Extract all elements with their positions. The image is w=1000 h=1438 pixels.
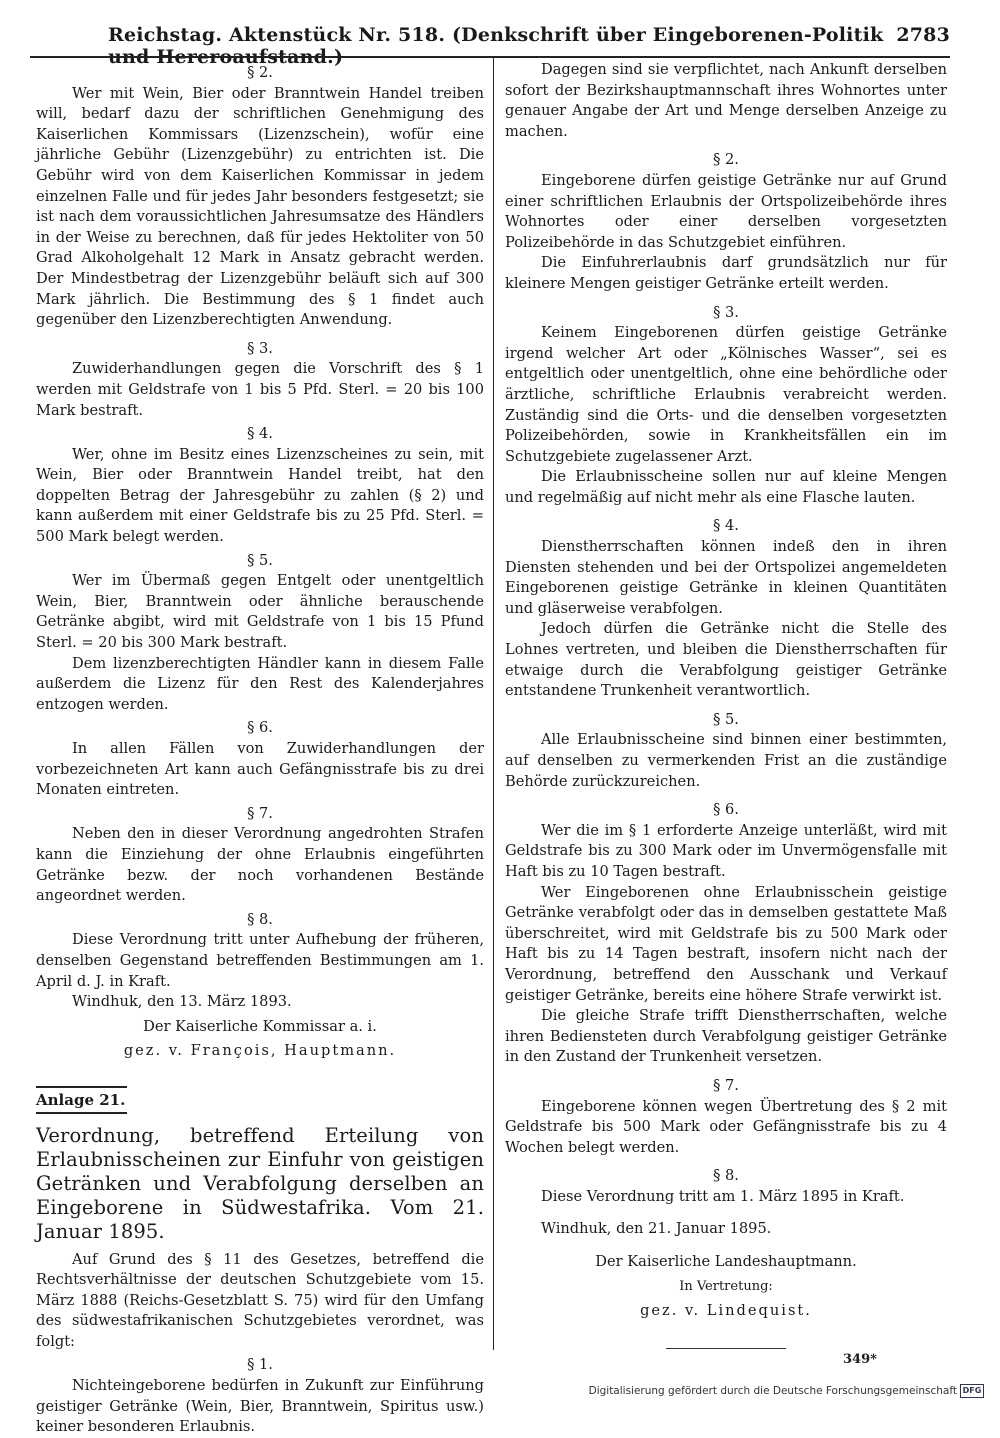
- preamble: Auf Grund des § 11 des Gesetzes, betreffend die Rechtsverhältnisse der deutschen Schutzgebiete vom 15. März 1888 (Reichs-Gesetzblatt S. 75) wird für den Umfang des südwestafrikanischen Schutzgebietes verordnet, was folgt:: [36, 1250, 484, 1350]
- sheet-mark: 349*: [843, 1352, 877, 1367]
- anlage-label: Anlage 21.: [36, 1086, 127, 1114]
- section-heading: § 5.: [713, 710, 739, 728]
- page-number: 2783: [896, 24, 950, 46]
- place-date: Windhuk, den 13. März 1893.: [72, 993, 292, 1011]
- paragraph: Wer Eingeborenen ohne Erlaubnisschein geistige Getränke verabfolgt oder das in demselben gestattete Maß überschreitet, wird mit Geldstrafe bis zu 500 Mark oder Haft bis zu 14 Tagen bestraft, insofern nicht nach der Verordnung, betreffend den Ausschank und Verkauf geistiger Getränke, bereits eine höhere Strafe verwirkt ist.: [505, 883, 947, 1004]
- paragraph: Zuwiderhandlungen gegen die Vorschrift des § 1 werden mit Geldstrafe von 1 bis 5 Pfd. Sterl. = 20 bis 100 Mark bestraft.: [36, 360, 484, 419]
- section-heading: § 3.: [713, 303, 739, 321]
- section-heading: § 2.: [247, 64, 273, 81]
- section-heading: § 1.: [247, 1356, 273, 1374]
- paragraph: Die Einfuhrerlaubnis darf grundsätzlich nur für kleinere Mengen geistiger Getränke erteilt werden.: [505, 254, 947, 292]
- closing-rule: [666, 1348, 786, 1349]
- paragraph: Wer die im § 1 erforderte Anzeige unterläßt, wird mit Geldstrafe bis zu 300 Mark oder im Unvermögensfalle mit Haft bis zu 10 Tagen bestraft.: [505, 821, 947, 880]
- section-heading: § 7.: [247, 804, 273, 822]
- paragraph: Dem lizenzberechtigten Händler kann in diesem Falle außerdem die Lizenz für den Rest des Kalenderjahres entzogen werden.: [36, 654, 484, 713]
- signature-name: gez. v. François, Hauptmann.: [123, 1042, 397, 1060]
- paragraph: Eingeborene dürfen geistige Getränke nur auf Grund einer schriftlichen Erlaubnis der Ortspolizeibehörde ihres Wohnortes oder einer derselben vorgesetzten Polizeibehörde in das Schutzgebiet einführen.: [505, 171, 947, 251]
- section-heading: § 4.: [247, 425, 273, 443]
- paragraph: Alle Erlaubnisscheine sind binnen einer bestimmten, auf denselben zu vermerkenden Frist an die zuständige Behörde zurückzureichen.: [505, 731, 947, 790]
- signature-name: gez. v. Lindequist.: [640, 1302, 812, 1320]
- digitization-credit: [589, 1384, 984, 1398]
- signature-sub: In Vertretung:: [679, 1278, 773, 1294]
- running-header: [108, 24, 950, 68]
- section-heading: § 8.: [247, 910, 273, 928]
- section-heading: § 3.: [247, 339, 273, 357]
- paragraph: Wer mit Wein, Bier oder Branntwein Handel treiben will, bedarf dazu der schriftlichen Genehmigung des Kaiserlichen Kommissars (Lizenzschein), wofür eine jährliche Gebühr (Lizenzgebühr) zu entrichten ist. Die Gebühr wird von dem Kaiserlichen Kommissar in jedem einzelnen Falle und für jedes Jahr besonders festgesetzt; sie ist nach dem voraussichtlichen Jahresumsatze des Händlers in der Weise zu berechnen, daß für jedes Hektoliter von 50 Grad Alkoholgehalt 12 Mark in Ansatz gebracht werden. Der Mindestbetrag der Lizenzgebühr beläuft sich auf 300 Mark jährlich. Die Bestimmung des § 1 findet auch gegenüber den Lizenzberechtigten Anwendung.: [36, 84, 484, 329]
- paragraph: Eingeborene können wegen Übertretung des § 2 mit Geldstrafe bis 500 Mark oder Gefängnisstrafe bis zu 4 Wochen belegt werden.: [505, 1097, 947, 1156]
- signature-role: Der Kaiserliche Landeshauptmann.: [595, 1253, 857, 1271]
- signature-role: Der Kaiserliche Kommissar a. i.: [143, 1017, 377, 1035]
- paragraph: Dagegen sind sie verpflichtet, nach Ankunft derselben sofort der Bezirkshauptmannschaft ihres Wohnortes unter genauer Angabe der Art und Menge derselben Anzeige zu machen.: [505, 61, 947, 140]
- right-column: [505, 60, 947, 1349]
- paragraph: Dienstherrschaften können indeß den in ihren Diensten stehenden und bei der Ortspolizei angemeldeten Eingeborenen geistige Getränke in kleinen Quantitäten und gläserweise verabfolgen.: [505, 538, 947, 617]
- section-heading: § 8.: [713, 1167, 739, 1185]
- header-title: Reichstag. Aktenstück Nr. 518. (Denkschrift über Eingeborenen-Politik und Hereroaufstand.): [108, 24, 884, 68]
- dfg-logo-icon: DFG: [960, 1384, 984, 1398]
- section-heading: § 4.: [713, 517, 739, 535]
- paragraph: Die Erlaubnisscheine sollen nur auf kleine Mengen und regelmäßig auf nicht mehr als eine Flasche lauten.: [505, 468, 947, 506]
- anlage-title: Verordnung, betreffend Erteilung von Erlaubnisscheinen zur Einfuhr von geistigen Getränken und Verabfolgung derselben an Eingeborene in Südwestafrika. Vom 21. Januar 1895.: [36, 1123, 484, 1243]
- section-heading: § 7.: [713, 1076, 739, 1094]
- paragraph: Wer im Übermaß gegen Entgelt oder unentgeltlich Wein, Bier, Branntwein oder ähnliche berauschende Getränke abgibt, wird mit Geldstrafe von 1 bis 15 Pfund Sterl. = 20 bis 300 Mark bestraft.: [36, 572, 484, 652]
- section-heading: § 2.: [713, 151, 739, 169]
- section-heading: § 6.: [713, 801, 739, 819]
- left-column: [36, 60, 484, 1438]
- digitization-text: Digitalisierung gefördert durch die Deutsche Forschungsgemeinschaft: [588, 1385, 957, 1397]
- paragraph: Diese Verordnung tritt unter Aufhebung der früheren, denselben Gegenstand betreffenden Bestimmungen am 1. April d. J. in Kraft.: [36, 931, 484, 990]
- paragraph: Nichteingeborene bedürfen in Zukunft zur Einführung geistiger Getränke (Wein, Bier, Branntwein, Spiritus usw.) keiner besonderen Erlaubnis.: [36, 1377, 484, 1436]
- column-divider: [493, 58, 494, 1350]
- paragraph: Keinem Eingeborenen dürfen geistige Getränke irgend welcher Art oder „Kölnisches Wasser“, sei es entgeltlich oder unentgeltlich, ohne eine behördliche oder ärztliche, schriftliche Erlaubnis verabreicht werden. Zuständig sind die Orts- und die denselben vorgesetzten Polizeibehörden, sowie in Krankheitsfällen ein im Schutzgebiete zugelassener Arzt.: [505, 324, 947, 465]
- paragraph: In allen Fällen von Zuwiderhandlungen der vorbezeichneten Art kann auch Gefängnisstrafe bis zu drei Monaten eintreten.: [36, 740, 484, 799]
- paragraph: Jedoch dürfen die Getränke nicht die Stelle des Lohnes vertreten, und bleiben die Dienstherrschaften für etwaige durch die Verabfolgung geistiger Getränke entstandene Trunkenheit verantwortlich.: [505, 620, 947, 700]
- paragraph: Diese Verordnung tritt am 1. März 1895 in Kraft.: [541, 1187, 905, 1205]
- paragraph: Die gleiche Strafe trifft Dienstherrschaften, welche ihren Bediensteten durch Verabfolgung geistiger Getränke in den Zustand der Trunkenheit versetzen.: [505, 1007, 947, 1066]
- section-heading: § 5.: [247, 551, 273, 569]
- header-rule: [30, 56, 950, 58]
- section-heading: § 6.: [247, 719, 273, 737]
- place-date: Windhuk, den 21. Januar 1895.: [541, 1220, 772, 1238]
- paragraph: Wer, ohne im Besitz eines Lizenzscheines zu sein, mit Wein, Bier oder Branntwein Handel treibt, hat den doppelten Betrag der Jahresgebühr zu zahlen (§ 2) und kann außerdem mit einer Geldstrafe bis zu 25 Pfd. Sterl. = 500 Mark belegt werden.: [36, 445, 484, 546]
- paragraph: Neben den in dieser Verordnung angedrohten Strafen kann die Einziehung der ohne Erlaubnis eingeführten Getränke bezw. der noch vorhandenen Bestände angeordnet werden.: [36, 825, 484, 905]
